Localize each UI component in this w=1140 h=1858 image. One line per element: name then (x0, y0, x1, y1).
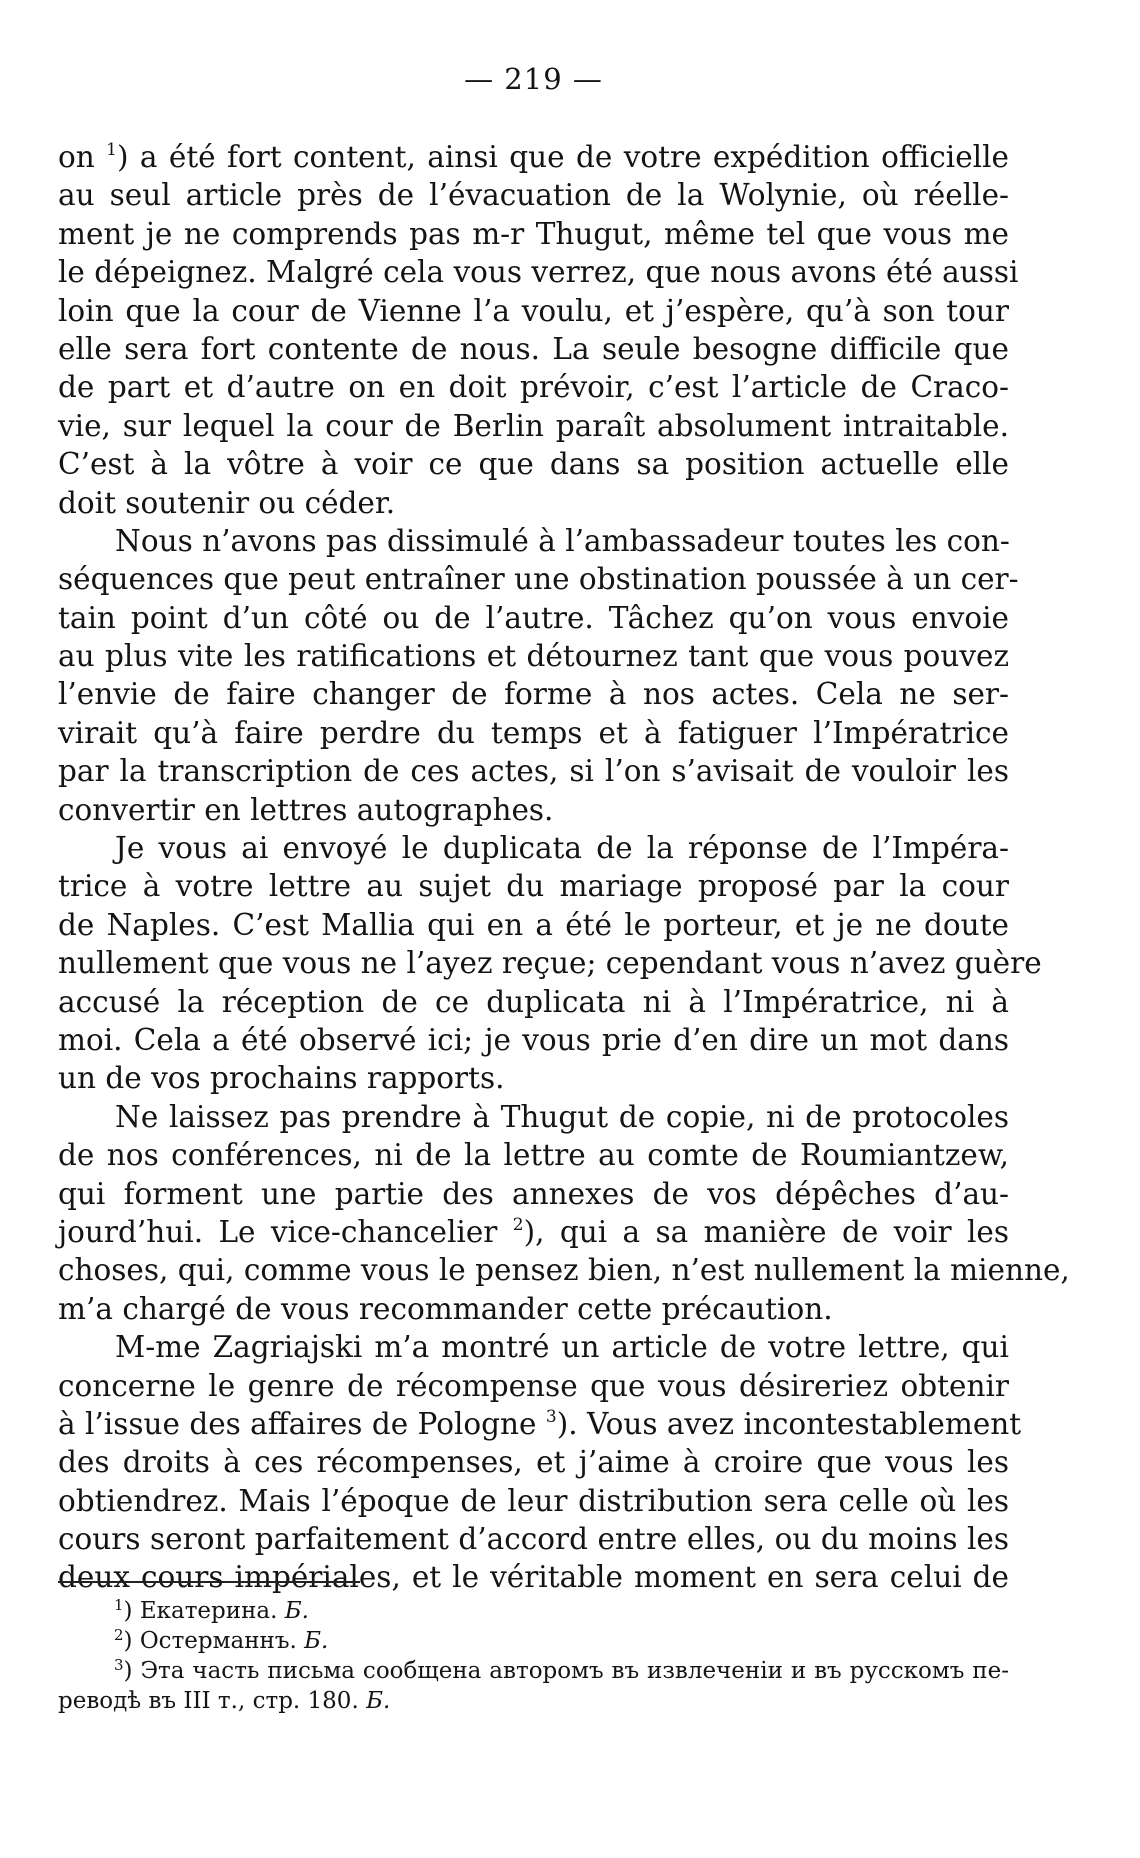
text-line: ment je ne comprends pas m-r Thugut, même tel que vous me (58, 216, 1009, 251)
text-line: de Naples. C’est Mallia qui en a été le porteur, et je ne doute (58, 907, 1009, 942)
footnote-divider (58, 1581, 360, 1583)
text-line: un de vos prochains rapports. (58, 1061, 505, 1096)
text-line: moi. Cela a été observé ici; je vous prie d’en dire un mot dans (58, 1022, 1009, 1057)
footnotes (58, 1596, 1009, 1716)
text-line: au seul article près de l’évacuation de la Wolynie, où réelle- (58, 178, 1009, 213)
text-line: de nos conférences, ni de la lettre au comte de Roumiantzew, (58, 1138, 1009, 1173)
text-line: séquences que peut entraîner une obstination poussée à un cer- (58, 562, 1019, 597)
text-line: convertir en lettres autographes. (58, 792, 554, 827)
text-line: concerne le genre de récompense que vous désireriez obtenir (58, 1368, 1009, 1403)
text-line: par la transcription de ces actes, si l’on s’avisait de vouloir les (58, 754, 1009, 789)
footnote-2: $^2$) Остерманнъ. Б. (114, 1626, 329, 1654)
text-line: m’a chargé de vous recommander cette précaution. (58, 1291, 833, 1326)
text-line: au plus vite les ratifications et détournez tant que vous pouvez (58, 639, 1009, 674)
footnote-3-continued: реводѣ въ III т., стр. 180. Б. (58, 1688, 391, 1714)
text-line: Ne laissez pas prendre à Thugut de copie, ni de protocoles (115, 1099, 1009, 1134)
text-line: loin que la cour de Vienne l’a voulu, et j’espère, qu’à son tour (58, 293, 1009, 328)
footnote-1: $^1$) Екатерина. Б. (114, 1596, 309, 1624)
body-text (58, 138, 1070, 1597)
text-line: vie, sur lequel la cour de Berlin paraît absolument intraitable. (58, 408, 1009, 443)
text-line: l’envie de faire changer de forme à nos actes. Cela ne ser- (58, 677, 1009, 712)
text-line: elle sera fort contente de nous. La seule besogne difficile que (58, 331, 1009, 366)
text-line: M-me Zagriajski m’a montré un article de votre lettre, qui (115, 1330, 1009, 1365)
text-line: nullement que vous ne l’ayez reçue; cependant vous n’avez guère (58, 946, 1042, 981)
text-line: choses, qui, comme vous le pensez bien, n’est nullement la mienne, (58, 1253, 1070, 1288)
footnote-ref: 1 (106, 140, 117, 160)
text-line: trice à votre lettre au sujet du mariage proposé par la cour (58, 869, 1009, 904)
page-number: — 219 — (464, 62, 603, 96)
footnote-ref: 3 (545, 1406, 557, 1427)
text-line: deux cours impériales, et le véritable moment en sera celui de (58, 1560, 1009, 1595)
text-line: des droits à ces récompenses, et j’aime à croire que vous les (58, 1445, 1009, 1480)
text-line: le dépeignez. Malgré cela vous verrez, que nous avons été aussi (58, 255, 1019, 290)
text-line: jourd’hui. Le vice-chancelier $^2$), qui a sa manière de voir les (58, 1214, 1009, 1249)
text-line: obtiendrez. Mais l’époque de leur distribution sera celle où les (58, 1483, 1009, 1518)
text-line: accusé la réception de ce duplicata ni à l’Impératrice, ni à (58, 984, 1009, 1019)
text-line: doit soutenir ou céder. (58, 485, 396, 520)
document-page (58, 0, 1070, 1858)
text-line: virait qu’à faire perdre du temps et à fatiguer l’Impératrice (58, 715, 1009, 750)
text-line: on $^1$) a été fort content, ainsi que de votre expédition officielle (58, 140, 1010, 174)
text-line: Nous n’avons pas dissimulé à l’ambassadeur toutes les con- (115, 523, 1010, 558)
text-line: cours seront parfaitement d’accord entre elles, ou du moins les (58, 1522, 1009, 1557)
text-line: tain point d’un côté ou de l’autre. Tâchez qu’on vous envoie (58, 600, 1009, 635)
text-line: C’est à la vôtre à voir ce que dans sa position actuelle elle (58, 447, 1009, 482)
footnote-3: $^3$) Эта часть письма сообщена авторомъ въ извлеченіи и въ русскомъ пе- (114, 1656, 1009, 1684)
text-line: Je vous ai envoyé le duplicata de la réponse de l’Impéra- (115, 831, 1009, 866)
text-line: de part et d’autre on en doit prévoir, c’est l’article de Craco- (58, 370, 1009, 405)
text-line: à l’issue des affaires de Pologne $^3$). Vous avez incontestablement (58, 1406, 1022, 1441)
text-line: qui forment une partie des annexes de vos dépêches d’au- (58, 1176, 1009, 1211)
footnote-ref: 2 (512, 1214, 524, 1235)
